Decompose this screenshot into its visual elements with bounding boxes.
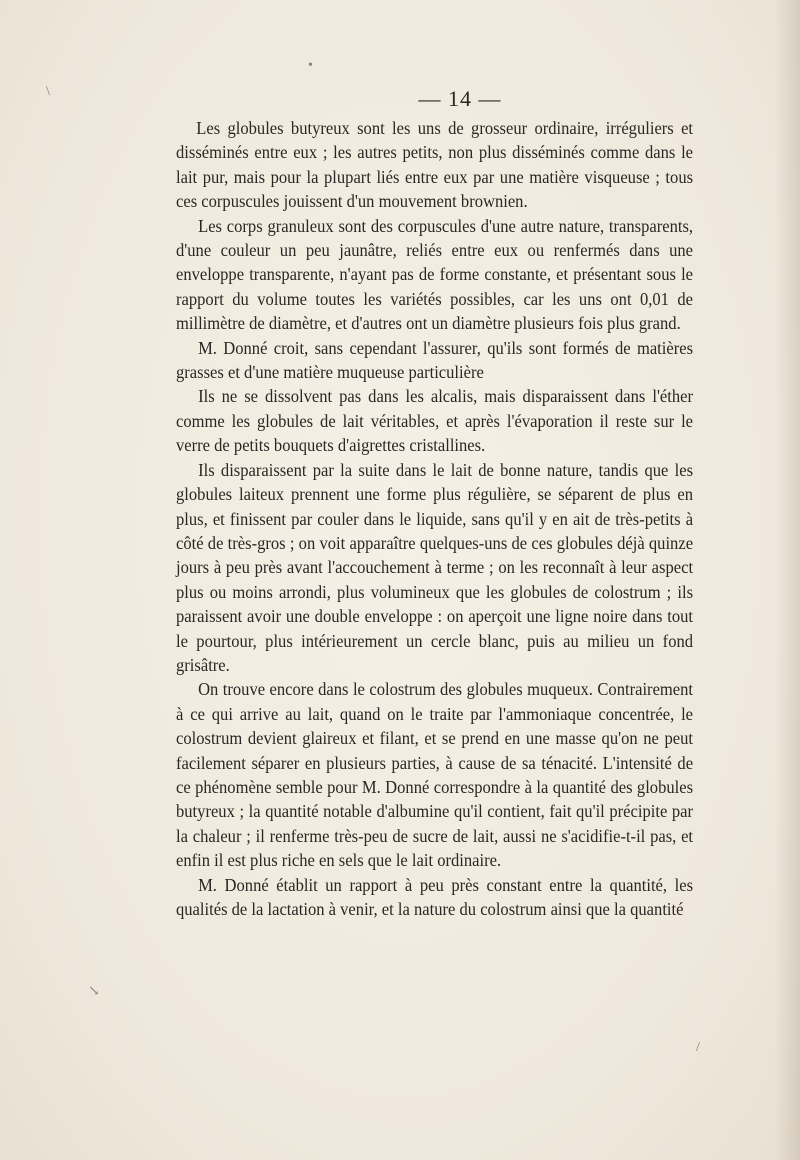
paragraph-4: Ils ne se dissolvent pas dans les alcalis, mais disparaissent dans l'éther comme les globules de lait véritables, et après l'évaporation il reste sur le verre de petits bouquets d'aigrettes cristallines.: [176, 386, 694, 456]
paragraph-3: M. Donné croit, sans cependant l'assurer, qu'ils sont formés de matières grasses et d'une matière muqueuse particulière: [176, 337, 694, 383]
speck-mark: /: [696, 1040, 700, 1055]
paragraph-1: Les globules butyreux sont les uns de grosseur ordinaire, irréguliers et disséminés entre eux ; les autres petits, non plus disséminés comme dans le lait pur, mais pour la plupart liés entre eux par une matière visqueuse ; tous ces corpuscules jouissent d'un mouvement brownien.: [176, 118, 694, 212]
speck-mark: ↘: [88, 984, 100, 999]
page-edge-shadow: [774, 0, 800, 1160]
speck-mark: •: [308, 58, 313, 73]
page-number: — 14 —: [418, 86, 502, 111]
speck-mark: \: [46, 84, 50, 99]
paragraph-5: Ils disparaissent par la suite dans le lait de bonne nature, tandis que les globules laiteux prennent une forme plus régulière, se séparent de plus en plus, et finissent par couler dans le liquide, sans qu'il y en ait de très-petits à côté de très-gros ; on voit apparaître quelques-uns de ces globules déjà quinze jours à peu près avant l'accouchement à terme ; on les reconnaît à leur aspect plus ou moins arrondi, plus volumineux que les globules de colostrum ; ils paraissent avoir une double enveloppe : on aperçoit une ligne noire dans tout le pourtour, plus intérieurement un cercle blanc, puis au milieu un fond grisâtre.: [176, 459, 694, 675]
paragraph-7: M. Donné établit un rapport à peu près constant entre la quantité, les qualités de la lactation à venir, et la nature du colostrum ainsi que la quantité: [176, 874, 694, 919]
paragraph-6: On trouve encore dans le colostrum des globules muqueux. Contrairement à ce qui arrive au lait, quand on le traite par l'ammoniaque concentrée, le colostrum devient glaireux et filant, et se prend en une masse qu'on ne peut facilement séparer en plusieurs parties, à cause de sa ténacité. L'intensité de ce phénomène semble pour M. Donné correspondre à la quantité des globules butyreux ; la quantité notable d'albumine qu'il contient, fait qu'il précipite par la chaleur ; il renferme très-peu de sucre de lait, aussi ne s'acidifie-t-il pas, et enfin il est plus riche en sels que le lait ordinaire.: [176, 679, 694, 871]
body-text: [176, 116, 693, 921]
paragraph-2: Les corps granuleux sont des corpuscules d'une autre nature, transparents, d'une couleur un peu jaunâtre, reliés entre eux ou renfermés dans une enveloppe transparente, n'ayant pas de forme constante, et présentant sous le rapport du volume toutes les variétés possibles, car les uns ont 0,01 de millimètre de diamètre, et d'autres ont un diamètre plusieurs fois plus grand.: [176, 215, 694, 334]
